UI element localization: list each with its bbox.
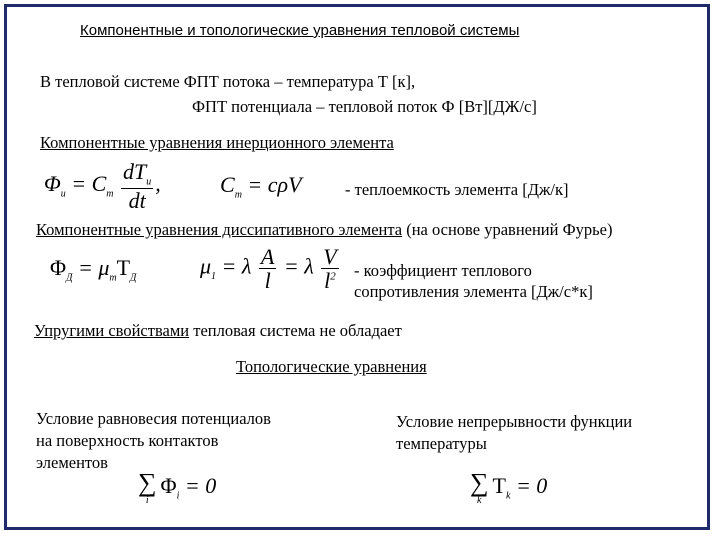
inertial-formula-flow: $\Phi_и = C_т$ $\frac{dT_и}{dt}$ , bbox=[44, 159, 161, 213]
intro-line-2: ФПТ потенциала – тепловой поток Ф [Вт][ДЖ/с] bbox=[192, 97, 537, 116]
inertial-heading: Компонентные уравнения инерционного элемента bbox=[40, 133, 394, 152]
intro-line-1: В тепловой системе ФПТ потока – температура Т [к], bbox=[40, 72, 416, 91]
inertial-note: - теплоемкость элемента [Дж/к] bbox=[345, 180, 569, 199]
dissipative-note-2: сопротивления элемента [Дж/с*к] bbox=[354, 282, 593, 301]
dissipative-formula-flow: $\Phi_Д = \mu_тT_Д$ bbox=[50, 255, 137, 284]
dissipative-formula-coefficient: $\mu_1 = \lambda$ $\frac{A}{l}$ = λ $\frac{V}{l^2}$ bbox=[200, 244, 337, 294]
dissipative-heading-row bbox=[36, 220, 612, 240]
topological-left-1: Условие равновесия потенциалов bbox=[36, 409, 271, 428]
topological-formula-potentials: ∑ i $\Phi_i = 0$ bbox=[138, 468, 217, 506]
topological-left-3: элементов bbox=[36, 453, 108, 472]
inertial-formula-capacity: $C_т = c\rho V$ bbox=[220, 172, 302, 201]
dissipative-note-1: - коэффициент теплового bbox=[354, 261, 532, 280]
elastic-rest: тепловая система не обладает bbox=[193, 321, 402, 340]
topological-right-2: температуры bbox=[396, 434, 487, 453]
topological-left-2: на поверхность контактов bbox=[36, 431, 219, 450]
elastic-statement bbox=[34, 321, 402, 341]
topological-right-1: Условие непрерывности функции bbox=[396, 412, 633, 431]
topological-heading: Топологические уравнения bbox=[236, 357, 427, 376]
dissipative-heading: Компонентные уравнения диссипативного элемента bbox=[36, 220, 403, 239]
slide-title: Компонентные и топологические уравнения тепловой системы bbox=[80, 22, 520, 39]
elastic-underlined: Упругими свойствами bbox=[34, 321, 190, 340]
topological-formula-temperatures: ∑ k $T_k = 0$ bbox=[470, 468, 548, 506]
dissipative-heading-suffix: (на основе уравнений Фурье) bbox=[406, 220, 613, 239]
